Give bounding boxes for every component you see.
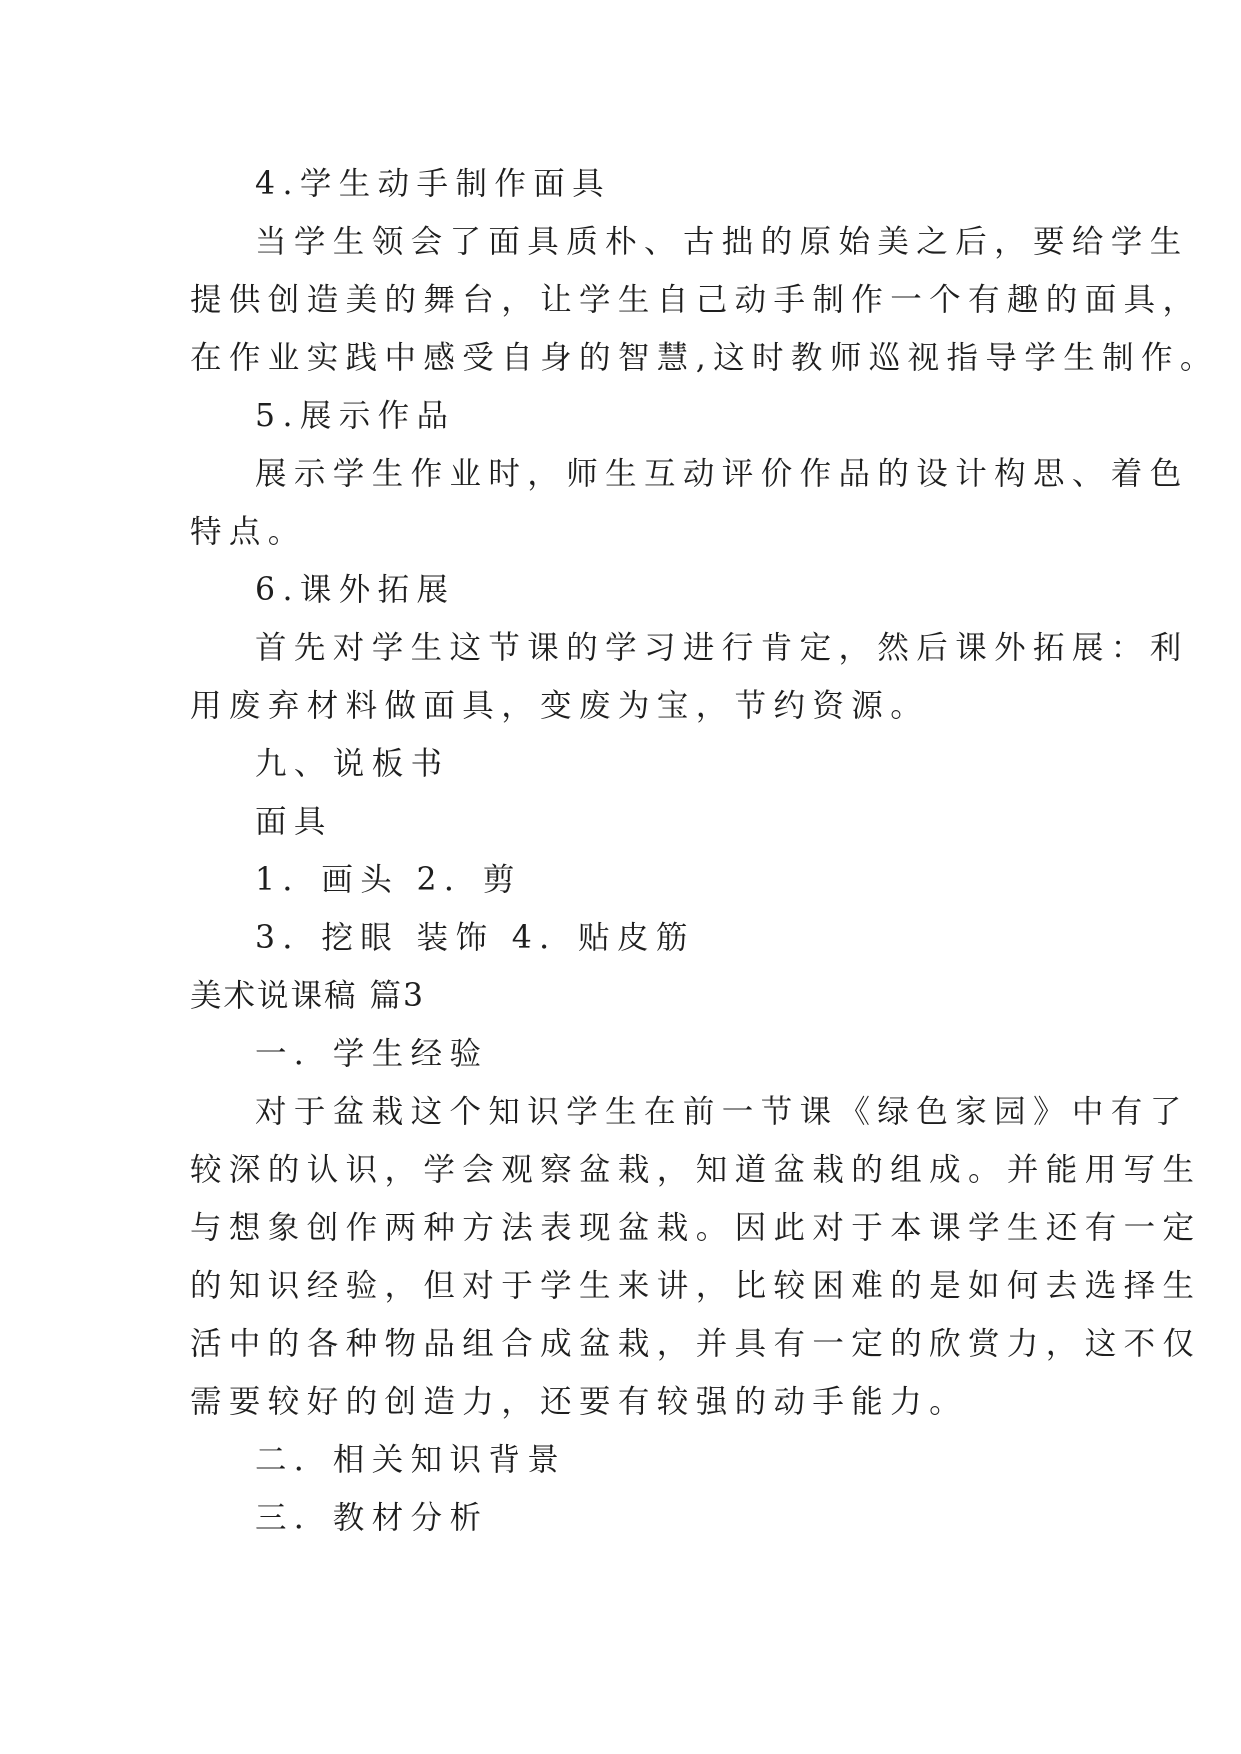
paragraph-line: 与想象创作两种方法表现盆栽。因此对于本课学生还有一定 [190,1210,1202,1246]
paragraph-line: 对于盆栽这个知识学生在前一节课《绿色家园》中有了 [255,1094,1189,1130]
board-title: 面具 [255,804,333,840]
step-heading: 4.学生动手制作面具 [255,166,612,202]
paragraph-line: 的知识经验，但对于学生来讲，比较困难的是如何去选择生 [190,1268,1202,1304]
paragraph-line: 当学生领会了面具质朴、古拙的原始美之后，要给学生 [255,224,1189,260]
article-title: 美术说课稿 篇3 [190,978,426,1014]
board-line: 1．画头 2．剪 [255,862,522,898]
step-heading: 5.展示作品 [255,398,456,434]
step-heading: 6.课外拓展 [255,572,456,608]
paragraph-line: 展示学生作业时，师生互动评价作品的设计构思、着色 [255,456,1189,492]
section-heading: 九、说板书 [255,746,450,782]
section-heading: 一．学生经验 [255,1036,489,1072]
paragraph-line: 特点。 [190,514,307,550]
section-heading: 二．相关知识背景 [255,1442,567,1478]
section-heading: 三．教材分析 [255,1500,489,1536]
paragraph-line: 提供创造美的舞台，让学生自己动手制作一个有趣的面具， [190,282,1202,318]
paragraph-line: 用废弃材料做面具，变废为宝，节约资源。 [190,688,930,724]
board-line: 3．挖眼 装饰 4．贴皮筋 [255,920,695,956]
paragraph-line: 较深的认识，学会观察盆栽，知道盆栽的组成。并能用写生 [190,1152,1202,1188]
paragraph-line: 需要较好的创造力，还要有较强的动手能力。 [190,1384,969,1420]
paragraph-line: 首先对学生这节课的学习进行肯定，然后课外拓展：利 [255,630,1189,666]
paragraph-line: 活中的各种物品组合成盆栽，并具有一定的欣赏力，这不仅 [190,1326,1202,1362]
paragraph-line: 在作业实践中感受自身的智慧,这时教师巡视指导学生制作。 [190,340,1219,376]
